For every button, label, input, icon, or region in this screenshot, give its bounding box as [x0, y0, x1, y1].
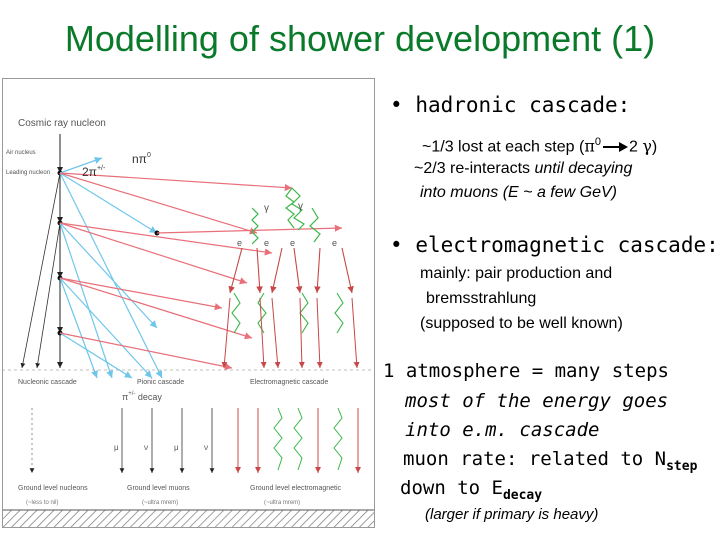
- hadronic-line-1-mid: 2: [628, 138, 643, 156]
- em-line-2: bremsstrahlung: [426, 290, 537, 307]
- hadronic-line-2-b: until decaying: [534, 160, 633, 177]
- summary-line-4: [403, 448, 697, 474]
- note-muons: (~ultra mrem): [142, 500, 179, 506]
- e-decay-subscript: decay: [502, 488, 543, 503]
- summary-line-3: into e.m. cascade: [405, 419, 600, 441]
- nu-label-2: ν: [204, 443, 208, 452]
- em-line-1: mainly: pair production and: [420, 265, 613, 282]
- nucleonic-cascade-label: Nucleonic cascade: [18, 379, 77, 386]
- note-nucleons: (~less to nil): [26, 500, 59, 506]
- pi-symbol: π: [584, 136, 595, 156]
- shower-diagram-svg: [2, 78, 375, 528]
- hadronic-bullet: •: [390, 93, 403, 117]
- em-cascade-label: Electromagnetic cascade: [250, 379, 329, 386]
- hadronic-line-1: [422, 136, 657, 156]
- gamma-label-1: γ: [264, 203, 269, 214]
- em-heading: [390, 233, 719, 257]
- summary-line-6: (larger if primary is heavy): [425, 506, 599, 523]
- ground-em-label: Ground level electromagnetic: [250, 485, 342, 492]
- cosmic-ray-label: Cosmic ray nucleon: [18, 118, 106, 129]
- summary-line-1: 1 atmosphere = many steps: [383, 360, 669, 382]
- electron-label-1: e: [237, 238, 243, 248]
- em-heading-text: electromagnetic cascade:: [415, 233, 719, 257]
- gamma-symbol: γ: [642, 136, 652, 156]
- hadronic-heading: [390, 93, 630, 117]
- air-nucleus-label: Air nucleus: [6, 150, 36, 156]
- electron-label-3: e: [290, 238, 296, 248]
- summary-line-5: [400, 477, 542, 503]
- pi0-label: $n\pi^0$: [132, 152, 151, 166]
- summary-line-4-pre: muon rate: related to N: [403, 448, 667, 470]
- pi-pm-label: 2π+/-: [82, 165, 106, 179]
- leading-nucleon-label: Leading nucleon: [6, 170, 51, 176]
- note-em: (~ultra mrem): [264, 500, 301, 506]
- diagram-frame: [3, 79, 375, 528]
- mu-label-1: μ: [114, 443, 119, 452]
- shower-diagram: [2, 78, 375, 528]
- em-line-3: (supposed to be well known): [420, 315, 623, 332]
- electron-label-2: e: [264, 238, 270, 248]
- em-bullet: •: [390, 233, 403, 257]
- hadronic-line-2-a: ~2/3 re-interacts: [414, 160, 535, 177]
- hadronic-line-3: into muons (E ~ a few GeV): [420, 184, 617, 201]
- summary-line-5-pre: down to E: [400, 477, 503, 499]
- pionic-cascade-label: Pionic cascade: [137, 379, 185, 386]
- gamma-label-2: γ: [298, 201, 303, 212]
- arrow-right-icon: [601, 141, 629, 153]
- nu-label-1: ν: [144, 443, 148, 452]
- hadronic-line-1-pre: ~1/3 lost at each step (: [422, 138, 585, 156]
- hadronic-heading-text: hadronic cascade:: [415, 93, 631, 117]
- ground-hatch: [3, 510, 374, 527]
- hadronic-line-2: [414, 160, 632, 178]
- ground-muons-label: Ground level muons: [127, 485, 190, 492]
- pi-superscript: 0: [594, 136, 601, 148]
- mu-label-2: μ: [174, 443, 179, 452]
- hadronic-line-1-post: ): [651, 138, 658, 156]
- slide-title: Modelling of shower development (1): [64, 18, 656, 59]
- pion-decay-label: π+/- decay: [122, 391, 162, 402]
- ground-nucleons-label: Ground level nucleons: [18, 485, 88, 492]
- electron-label-4: e: [332, 238, 338, 248]
- summary-line-2: most of the energy goes: [405, 390, 669, 412]
- n-step-subscript: step: [666, 459, 698, 474]
